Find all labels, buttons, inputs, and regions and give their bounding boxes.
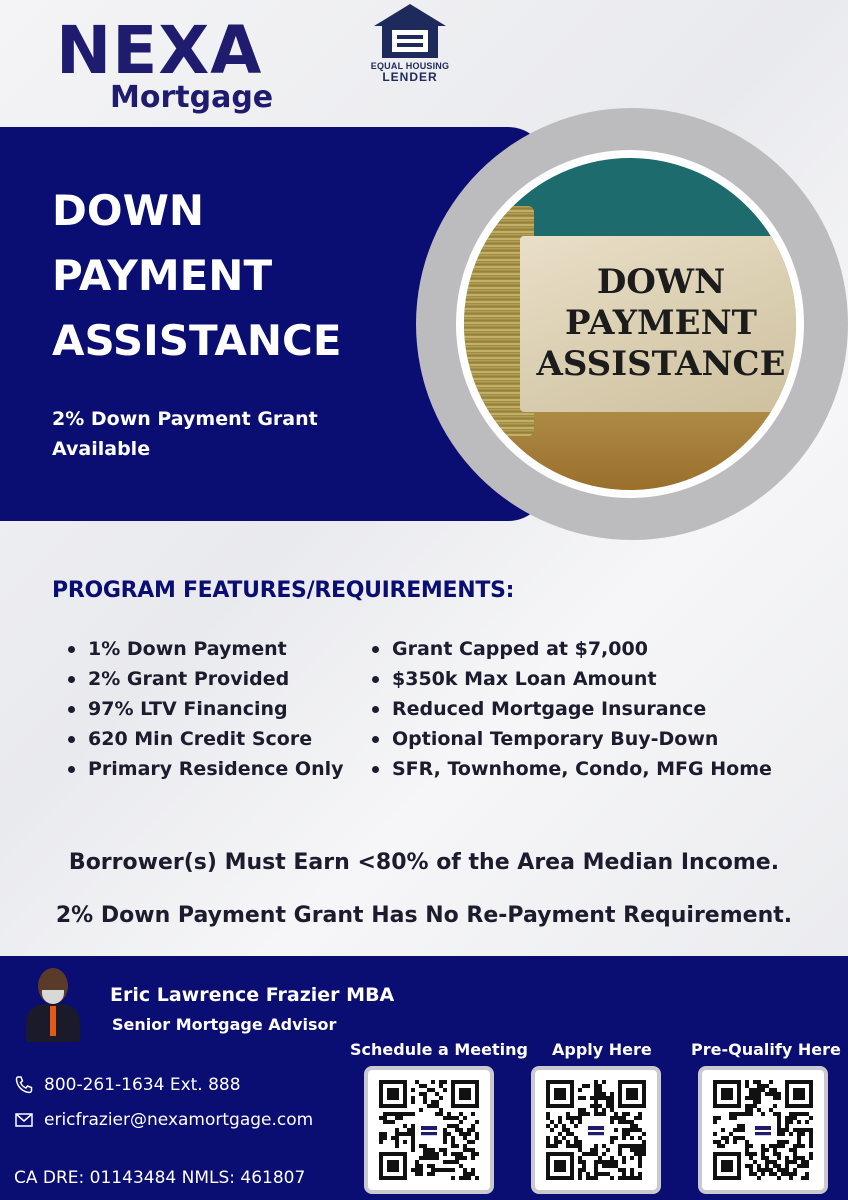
advisor-name: Eric Lawrence Frazier MBA xyxy=(110,984,395,1006)
wooden-block xyxy=(520,236,804,412)
equal-housing-lender-badge xyxy=(368,2,452,88)
repayment-statement: 2% Down Payment Grant Has No Re-Payment Requirement. xyxy=(55,903,793,928)
features-heading: PROGRAM FEATURES/REQUIREMENTS: xyxy=(52,578,515,603)
feature-item: 620 Min Credit Score xyxy=(66,724,344,754)
feature-item: SFR, Townhome, Condo, MFG Home xyxy=(370,754,772,784)
qr-label-prequalify: Pre-Qualify Here xyxy=(691,1040,841,1059)
feature-item: Primary Residence Only xyxy=(66,754,344,784)
avatar-tie xyxy=(50,1006,56,1036)
feature-item: Reduced Mortgage Insurance xyxy=(370,694,772,724)
hero-subtitle: 2% Down Payment Grant Available xyxy=(52,408,318,460)
hero-photo xyxy=(456,150,804,498)
lender-text: LENDER xyxy=(382,70,438,84)
qr-label-schedule: Schedule a Meeting xyxy=(350,1040,528,1059)
phone-icon xyxy=(14,1075,34,1095)
email-contact[interactable] xyxy=(14,1110,313,1130)
phone-contact[interactable] xyxy=(14,1075,241,1095)
feature-item: Grant Capped at $7,000 xyxy=(370,634,772,664)
photo-block-text: DOWN PAYMENT ASSISTANCE xyxy=(536,262,786,384)
feature-item: Optional Temporary Buy-Down xyxy=(370,724,772,754)
logo-subtitle: Mortgage xyxy=(110,80,274,115)
qr-code-apply[interactable] xyxy=(531,1066,661,1194)
qr-label-apply: Apply Here xyxy=(552,1040,652,1059)
nexa-mortgage-logo xyxy=(56,12,276,115)
advisor-title: Senior Mortgage Advisor xyxy=(112,1015,337,1034)
phone-number: 800-261-1634 Ext. 888 xyxy=(44,1075,241,1095)
email-icon xyxy=(14,1110,34,1130)
income-requirement: Borrower(s) Must Earn <80% of the Area Median Income. xyxy=(68,850,780,875)
equal-housing-text: EQUAL HOUSING xyxy=(370,61,450,71)
advisor-avatar xyxy=(22,962,84,1042)
license-numbers: CA DRE: 01143484 NMLS: 461807 xyxy=(14,1168,306,1188)
equal-housing-icon xyxy=(370,2,450,60)
features-list-right xyxy=(370,634,772,784)
feature-item: 1% Down Payment xyxy=(66,634,344,664)
email-address: ericfrazier@nexamortgage.com xyxy=(44,1110,314,1130)
feature-item: $350k Max Loan Amount xyxy=(370,664,772,694)
feature-item: 97% LTV Financing xyxy=(66,694,344,724)
qr-code-icon xyxy=(712,1080,814,1180)
hero-title: DOWN PAYMENT ASSISTANCE xyxy=(52,186,342,365)
feature-item: 2% Grant Provided xyxy=(66,664,344,694)
qr-code-prequalify[interactable] xyxy=(698,1066,828,1194)
qr-code-icon xyxy=(378,1080,480,1180)
qr-code-icon xyxy=(545,1080,647,1180)
logo-wordmark: NEXA xyxy=(56,12,263,89)
features-list-left xyxy=(66,634,344,784)
qr-code-schedule[interactable] xyxy=(364,1066,494,1194)
